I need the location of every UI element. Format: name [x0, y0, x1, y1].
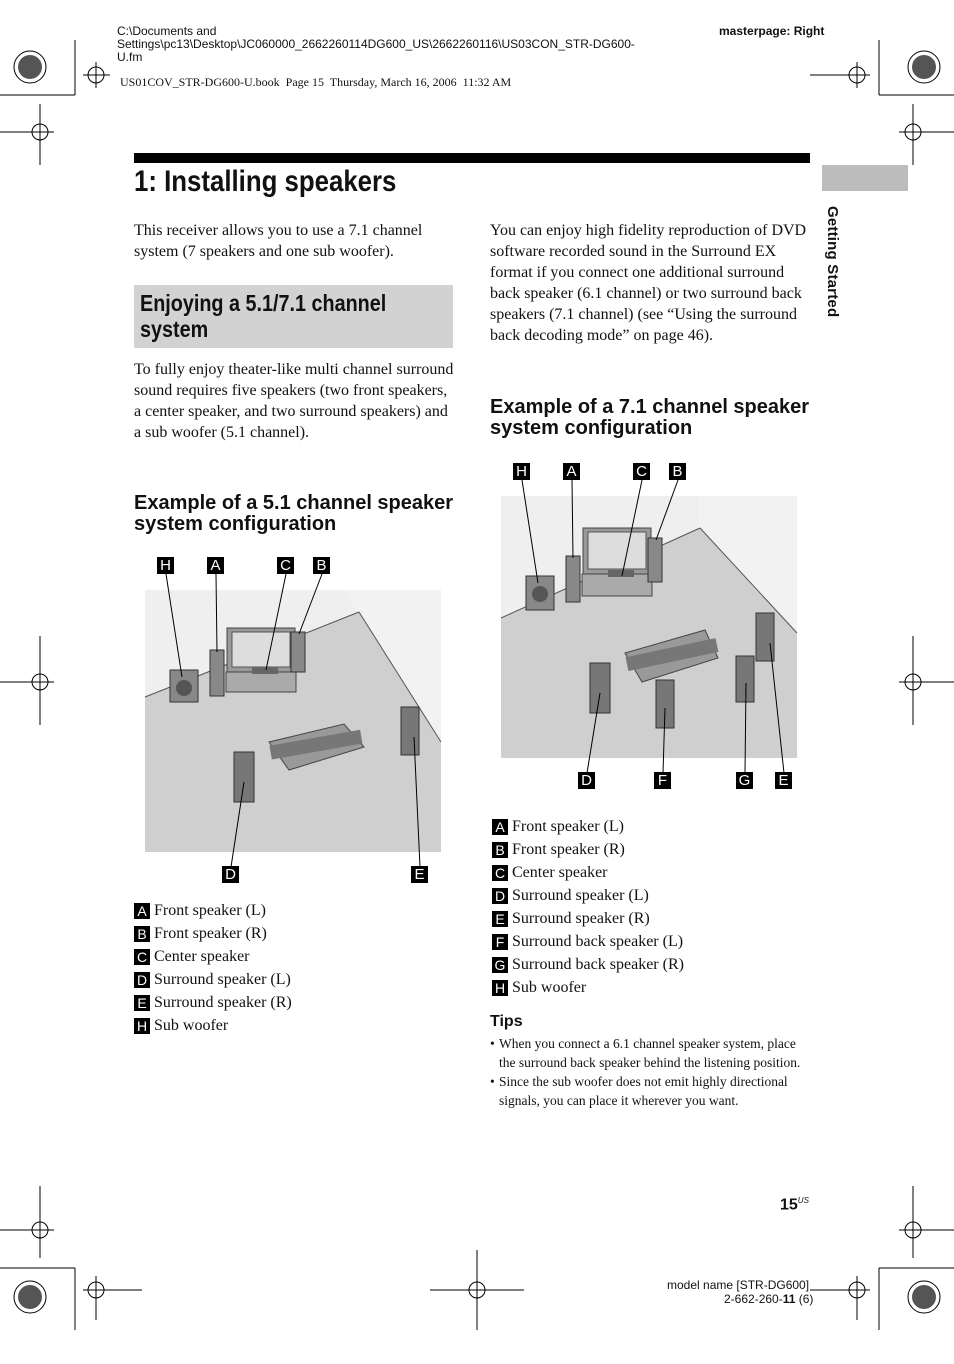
legend71-key: F — [492, 934, 508, 950]
legend51-key: B — [134, 926, 150, 942]
legend71-key: C — [492, 865, 508, 881]
legend51-text: Front speaker (L) — [154, 902, 266, 919]
room-illustration-71 — [490, 458, 812, 798]
model-code — [724, 1292, 813, 1306]
legend71-text: Front speaker (L) — [512, 818, 624, 835]
fig71-label-b: B — [669, 463, 686, 480]
legend51-text: Center speaker — [154, 948, 250, 965]
legend51-key: H — [134, 1018, 150, 1034]
legend71-text: Surround speaker (L) — [512, 887, 649, 904]
fig51-label-d: D — [222, 866, 239, 883]
legend71-key: D — [492, 888, 508, 904]
legend71-text: Surround speaker (R) — [512, 910, 650, 927]
tip-item: • Since the sub woofer does not emit highly directional signals, you can place it wherever you want. — [490, 1072, 808, 1110]
page-number-value: 15 — [780, 1196, 798, 1214]
book-info: US01COV_STR-DG600-U.book Page 15 Thursday, March 16, 2006 11:32 AM — [120, 75, 512, 89]
legend71-text: Center speaker — [512, 864, 608, 881]
legend51-item — [134, 991, 454, 1014]
legend71-text: Front speaker (R) — [512, 841, 625, 858]
example51-figure — [134, 552, 454, 892]
fig51-label-b: B — [313, 557, 330, 574]
section-paragraph: To fully enjoy theater-like multi channel surround sound requires five speakers (two front speakers, a center speaker, and two surround speakers) and a sub woofer (5.1 channel). — [134, 361, 454, 441]
model-code-prefix: 2-662-260- — [724, 1292, 783, 1306]
model-name: model name [STR-DG600] — [667, 1278, 810, 1292]
fig51-label-a: A — [207, 557, 224, 574]
legend71-text: Sub woofer — [512, 979, 587, 996]
intro-paragraph: This receiver allows you to use a 7.1 channel system (7 speakers and one sub woofer). — [134, 222, 423, 260]
tips-list — [490, 1034, 808, 1110]
model-code-suffix: (6) — [795, 1292, 814, 1306]
example71-legend — [492, 815, 812, 999]
legend71-item — [492, 838, 812, 861]
chapter-tab — [822, 165, 908, 191]
legend71-item — [492, 815, 812, 838]
legend71-item — [492, 907, 812, 930]
file-path-line2: Settings\pc13\Desktop\JC060000_2662260114DG600_US\2662260116\US03CON_STR-DG600- — [117, 37, 635, 51]
legend71-key: H — [492, 980, 508, 996]
legend71-key: A — [492, 819, 508, 835]
file-path-line3: U.fm — [117, 50, 143, 64]
file-path-line1: C:\Documents and — [117, 24, 217, 38]
title-rule — [134, 153, 810, 163]
example71-figure — [490, 458, 812, 798]
section-heading-box — [134, 285, 453, 348]
legend51-key: E — [134, 995, 150, 1011]
example71-heading: Example of a 7.1 channel speaker system configuration — [490, 396, 810, 439]
legend71-key: E — [492, 911, 508, 927]
legend51-item — [134, 945, 454, 968]
legend51-text: Surround speaker (R) — [154, 994, 292, 1011]
fig51-label-e: E — [411, 866, 428, 883]
section-heading: Enjoying a 5.1/7.1 channel system — [140, 290, 387, 342]
room-illustration-51 — [134, 552, 454, 892]
legend71-key: B — [492, 842, 508, 858]
file-path — [117, 25, 635, 64]
legend71-item — [492, 884, 812, 907]
page-title: 1: Installing speakers — [134, 165, 397, 198]
fig51-label-h: H — [157, 557, 174, 574]
legend51-item — [134, 899, 454, 922]
tips-heading: Tips — [490, 1013, 523, 1030]
fig71-label-h: H — [513, 463, 530, 480]
fig51-label-c: C — [277, 557, 294, 574]
legend51-key: D — [134, 972, 150, 988]
legend71-text: Surround back speaker (R) — [512, 956, 684, 973]
fig71-label-f: F — [654, 772, 671, 789]
legend51-text: Surround speaker (L) — [154, 971, 291, 988]
page-number-suffix: US — [797, 1196, 809, 1205]
fig71-label-e: E — [775, 772, 792, 789]
fig71-label-g: G — [736, 772, 753, 789]
legend71-item — [492, 930, 812, 953]
chapter-label: Getting Started — [824, 206, 841, 318]
legend71-item — [492, 861, 812, 884]
legend51-item — [134, 968, 454, 991]
legend51-text: Front speaker (R) — [154, 925, 267, 942]
legend51-item — [134, 1014, 454, 1037]
fig71-label-a: A — [563, 463, 580, 480]
example51-legend — [134, 899, 454, 1037]
example51-heading: Example of a 5.1 channel speaker system configuration — [134, 492, 454, 535]
legend51-text: Sub woofer — [154, 1017, 229, 1034]
legend71-item — [492, 953, 812, 976]
legend71-key: G — [492, 957, 508, 973]
legend51-item — [134, 922, 454, 945]
tip-item: • When you connect a 6.1 channel speaker system, place the surround back speaker behind the listening position. — [490, 1034, 808, 1072]
fig71-label-c: C — [633, 463, 650, 480]
page-number — [780, 1196, 809, 1214]
fig71-label-d: D — [578, 772, 595, 789]
legend51-key: A — [134, 903, 150, 919]
legend71-item — [492, 976, 812, 999]
legend51-key: C — [134, 949, 150, 965]
model-code-bold: 11 — [782, 1292, 796, 1306]
legend71-text: Surround back speaker (L) — [512, 933, 684, 950]
right-paragraph: You can enjoy high fidelity reproduction of DVD software recorded sound in the Surround EX format if you connect one additional surround back speaker (6.1 channel) or two surround back speakers (7.1 channel) (see “Using the surround back decoding mode” on page 46). — [490, 222, 807, 344]
masterpage-label: masterpage: Right — [719, 24, 825, 38]
